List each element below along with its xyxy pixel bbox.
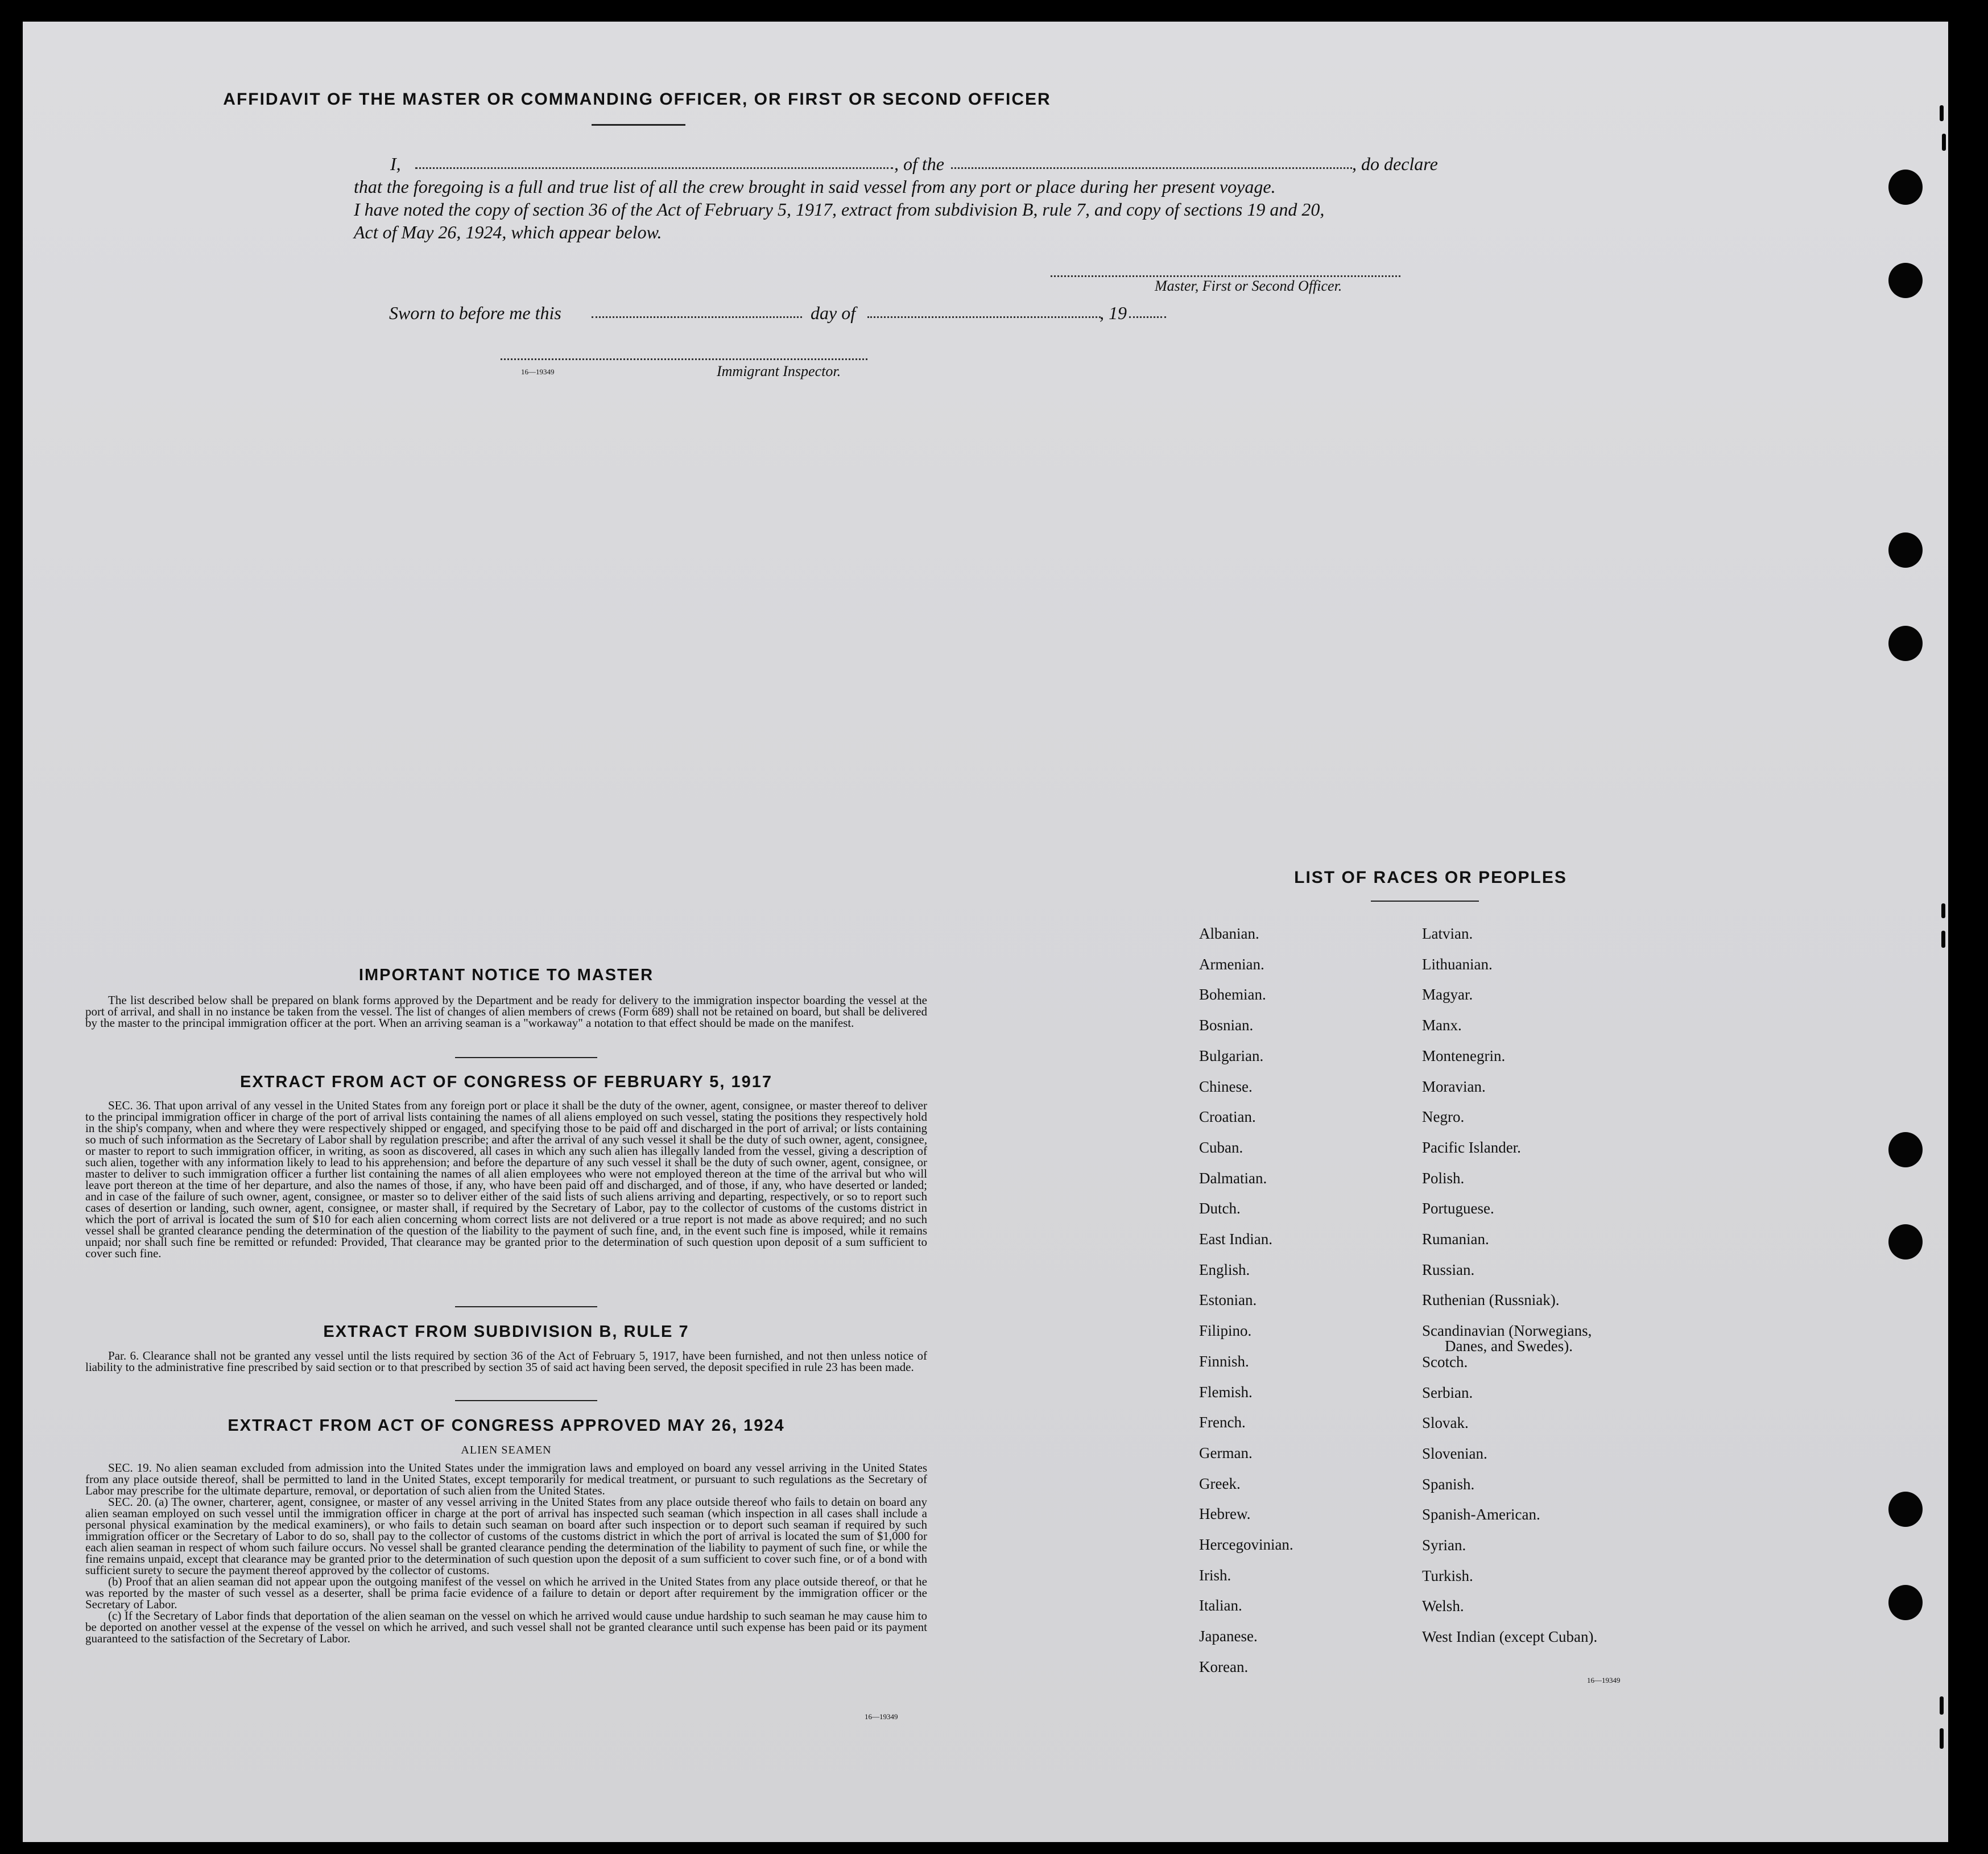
sworn-label: Sworn to before me this <box>389 303 561 323</box>
sec-19-text: SEC. 19. No alien seaman excluded from admission into the United States under the immigration laws and employed on board any vessel arriving in the United States from any place outside thereof, shall be permitted to land in the United States, except temporarily for medical treatment, or pursuant to such regulations as the Secretary of Labor may prescribe for the ultimate departure, removal, or deportation of such alien from the United States. <box>85 1461 927 1497</box>
race-item: Moravian. <box>1422 1077 1486 1095</box>
rule7-body: Par. 6. Clearance shall not be granted any vessel until the lists required by section 36 of the Act of February 5, 1917, have been furnished, and not then unless notice of liability to the administrative fine prescribed by said section or to that prescribed by section 35 of said act having been served, the deposit specified in rule 23 has been made. <box>85 1349 927 1374</box>
races-divider <box>1371 901 1479 902</box>
affidavit-line-2: that the foregoing is a full and true list of all the crew brought in said vessel from any port or place during her present voyage. <box>354 176 1276 197</box>
race-item: Turkish. <box>1422 1567 1473 1584</box>
race-item: Estonian. <box>1199 1291 1257 1309</box>
race-item: Ruthenian (Russniak). <box>1422 1291 1560 1309</box>
race-item: Dalmatian. <box>1199 1169 1267 1187</box>
race-item: Hercegovinian. <box>1199 1536 1293 1553</box>
notice-title: IMPORTANT NOTICE TO MASTER <box>358 966 654 984</box>
extract-1924-subtitle: ALIEN SEAMEN <box>461 1444 552 1456</box>
race-item: Bulgarian. <box>1199 1047 1264 1064</box>
extract-form-number: 16—19349 <box>865 1712 898 1721</box>
sworn-day-field[interactable] <box>592 316 802 318</box>
edge-mark <box>1940 1728 1944 1749</box>
race-item: Albanian. <box>1199 925 1259 942</box>
race-item: English. <box>1199 1261 1250 1278</box>
divider <box>455 1306 597 1307</box>
race-item: West Indian (except Cuban). <box>1422 1628 1598 1646</box>
race-item: Armenian. <box>1199 955 1264 973</box>
affidavit-i: I, <box>390 154 401 174</box>
race-item: Magyar. <box>1422 986 1473 1004</box>
race-item: Dutch. <box>1199 1200 1241 1217</box>
race-item: Slovak. <box>1422 1414 1469 1432</box>
race-item: Serbian. <box>1422 1384 1473 1401</box>
divider <box>455 1057 597 1058</box>
race-item: Hebrew. <box>1199 1505 1251 1523</box>
affidavit-line-3: I have noted the copy of section 36 of the Act of February 5, 1917, extract from subdivision B, rule 7, and copy of sections 19 and 20, <box>354 199 1325 220</box>
race-item: Lithuanian. <box>1422 955 1493 973</box>
race-item: East Indian. <box>1199 1231 1272 1248</box>
binder-hole <box>1888 170 1923 205</box>
race-item: Scandinavian (Norwegians, <box>1422 1322 1592 1340</box>
sworn-year-field[interactable] <box>1129 316 1166 318</box>
sec-20a-text: SEC. 20. (a) The owner, charterer, agent, consignee, or master of any vessel arriving in the United States from any place outside thereof who fails to detain on board any alien seaman employed on such vessel until the immigration officer in charge at the port of arrival has inspected such seaman (which inspection in all cases shall include a personal physical examination by the medical examiners), or who fails to detain such seaman on board after such inspection or to deport such seaman if required by such immigration officer or the Secretary of Labor to do so, shall pay to the collector of customs of the customs district in which the port of arrival is located the sum of $1,000 for each alien seaman in respect of whom such failure occurs. No vessel shall be granted clearance pending the determination of the liability to payment of such fine, or while the fine remains unpaid, except that clearance may be granted prior to the determination of such question upon the deposit of a sum sufficient to cover such fine, or of a bond with sufficient surety to secure the payment thereof approved by the collector of customs. <box>85 1495 927 1577</box>
vessel-name-field[interactable] <box>951 167 1352 169</box>
race-item: German. <box>1199 1444 1253 1461</box>
signer-caption: Master, First or Second Officer. <box>1155 278 1342 294</box>
race-item: Japanese. <box>1199 1628 1258 1645</box>
race-item: Portuguese. <box>1422 1200 1494 1217</box>
race-item: Korean. <box>1199 1658 1249 1675</box>
race-item: Finnish. <box>1199 1352 1249 1370</box>
edge-mark <box>1942 134 1946 151</box>
race-item: Bohemian. <box>1199 986 1266 1004</box>
affidavit-declare: , do declare <box>1352 154 1438 174</box>
extract-1917-title: EXTRACT FROM ACT OF CONGRESS OF FEBRUARY 5, 1917 <box>239 1073 773 1091</box>
year-label: , 19 <box>1100 303 1127 323</box>
race-item: Welsh. <box>1422 1597 1464 1615</box>
race-item: Montenegrin. <box>1422 1047 1506 1064</box>
race-item: Syrian. <box>1422 1537 1466 1554</box>
edge-mark <box>1941 903 1945 918</box>
inspector-caption: Immigrant Inspector. <box>717 363 841 379</box>
race-item: Rumanian. <box>1422 1231 1489 1248</box>
affidavit-title: AFFIDAVIT OF THE MASTER OR COMMANDING OFFICER, OR FIRST OR SECOND OFFICER <box>223 90 1051 109</box>
race-item: Slovenian. <box>1422 1444 1487 1462</box>
race-item: Latvian. <box>1422 925 1473 942</box>
sworn-month-field[interactable] <box>867 316 1101 318</box>
inspector-signature-line[interactable] <box>501 358 867 360</box>
race-item: Spanish-American. <box>1422 1506 1540 1523</box>
affidavit-of-the: , of the <box>894 154 944 174</box>
binder-hole <box>1888 1132 1923 1167</box>
race-item: Filipino. <box>1199 1322 1252 1340</box>
race-item: Bosnian. <box>1199 1017 1254 1034</box>
races-form-number: 16—19349 <box>1587 1676 1621 1684</box>
races-title: LIST OF RACES OR PEOPLES <box>1294 868 1567 887</box>
affidavit-line-4: Act of May 26, 1924, which appear below. <box>354 222 662 242</box>
race-item: Manx. <box>1422 1017 1462 1034</box>
title-divider <box>592 124 685 126</box>
form-sheet <box>23 22 1948 1842</box>
edge-mark <box>1940 1696 1944 1715</box>
binder-hole <box>1888 1224 1923 1260</box>
edge-mark <box>1941 931 1945 948</box>
race-item: Pacific Islander. <box>1422 1138 1521 1156</box>
binder-hole <box>1888 263 1923 298</box>
day-of-label: day of <box>811 303 856 323</box>
race-item: Polish. <box>1422 1169 1465 1187</box>
signature-line[interactable] <box>1051 275 1400 277</box>
officer-name-field[interactable] <box>415 167 893 169</box>
notice-body: The list described below shall be prepared on blank forms approved by the Department and be ready for delivery to the immigration inspector boarding the vessel at the port of arrival, and shall in no instance be taken from the vessel. The list of changes of alien members of crews (Form 689) shall not be retained on board, but shall be delivered by the master to the principal immigration officer at the port. When an arriving seaman is a "workaway" a notation to that effect should be made on the manifest. <box>85 993 927 1030</box>
race-item: Scotch. <box>1422 1353 1468 1370</box>
sec-20c-text: (c) If the Secretary of Labor finds that deportation of the alien seaman on the vessel on which he arrived would cause undue hardship to such seaman he may cause him to be deported on another vessel at the expense of the vessel on which he arrived, and such vessel shall not be granted clearance until such expense has been paid or its payment guaranteed to the satisfaction of the Secretary of Labor. <box>85 1609 927 1645</box>
race-item: Croatian. <box>1199 1108 1256 1126</box>
binder-hole <box>1888 1492 1923 1527</box>
extract-1917-body: SEC. 36. That upon arrival of any vessel in the United States from any foreign port or place it shall be the duty of the owner, agent, consignee, or master thereof to deliver to the principal immigration officer in charge of the port of arrival lists containing the names of all aliens employed on such vessel, stating the positions they respectively hold in the ship's company, when and where they were respectively shipped or engaged, and specifying those to be paid off and discharged in the port of arrival; or lists containing so much of such information as the Secretary of Labor shall by regulation prescribe; and after the arrival of any such vessel it shall be the duty of such owner, agent, consignee, or master to report to such immigration officer, in writing, as soon as discovered, all cases in which any such alien has illegally landed from the vessel, giving a description of such alien, together with any information likely to lead to his apprehension; and before the departure of any such vessel it shall be the duty of such owner, agent, consignee, or master to deliver to such immigration officer a further list containing the names of all alien employees who were not employed thereon at the time of the arrival but who will leave port thereon at the time of her departure, and also the names of those, if any, who have been paid off and discharged, and of those, if any, who have deserted or landed; and in case of the failure of such owner, agent, consignee, or master so to deliver either of the said lists of such aliens arriving and departing, respectively, or so to report such cases of desertion or landing, such owner, agent, consignee, or master shall, if required by the Secretary of Labor, pay to the collector of customs of the customs district in which the port of arrival is located the sum of $10 for each alien concerning whom correct lists are not delivered or a true report is not made as above required; and no such vessel shall be granted clearance pending the determination of the question of the liability to the payment of such fine, and, in the event such fine is imposed, while it remains unpaid; nor shall such fine be remitted or refunded: Provided, That clearance may be granted prior to the determination of such question upon deposit of a sum sufficient to cover such fine. <box>85 1099 927 1260</box>
race-item: Negro. <box>1422 1108 1465 1126</box>
race-item: Flemish. <box>1199 1383 1253 1401</box>
race-item: Greek. <box>1199 1475 1241 1492</box>
affidavit-form-number: 16—19349 <box>521 368 555 376</box>
race-item: Russian. <box>1422 1261 1475 1278</box>
extract-1924-title: EXTRACT FROM ACT OF CONGRESS APPROVED MAY 26, 1924 <box>228 1417 785 1435</box>
race-item: Cuban. <box>1199 1138 1243 1156</box>
race-item: Danes, and Swedes). <box>1445 1337 1573 1355</box>
binder-hole <box>1888 532 1923 568</box>
binder-hole <box>1888 1585 1923 1620</box>
edge-mark <box>1940 105 1944 121</box>
rule7-title: EXTRACT FROM SUBDIVISION B, RULE 7 <box>323 1323 689 1341</box>
race-item: Chinese. <box>1199 1077 1253 1095</box>
race-item: Italian. <box>1199 1597 1242 1614</box>
binder-hole <box>1888 626 1923 661</box>
race-item: Spanish. <box>1422 1475 1475 1493</box>
divider <box>455 1400 597 1401</box>
race-item: Irish. <box>1199 1566 1231 1584</box>
sec-20b-text: (b) Proof that an alien seaman did not appear upon the outgoing manifest of the vessel on which he arrived in the United States from any place outside thereof, or that he was reported by the master of such vessel as a deserter, shall be prima facie evidence of a failure to detain or deport after requirement by the immigration officer or the Secretary of Labor. <box>85 1575 927 1611</box>
race-item: French. <box>1199 1414 1246 1431</box>
